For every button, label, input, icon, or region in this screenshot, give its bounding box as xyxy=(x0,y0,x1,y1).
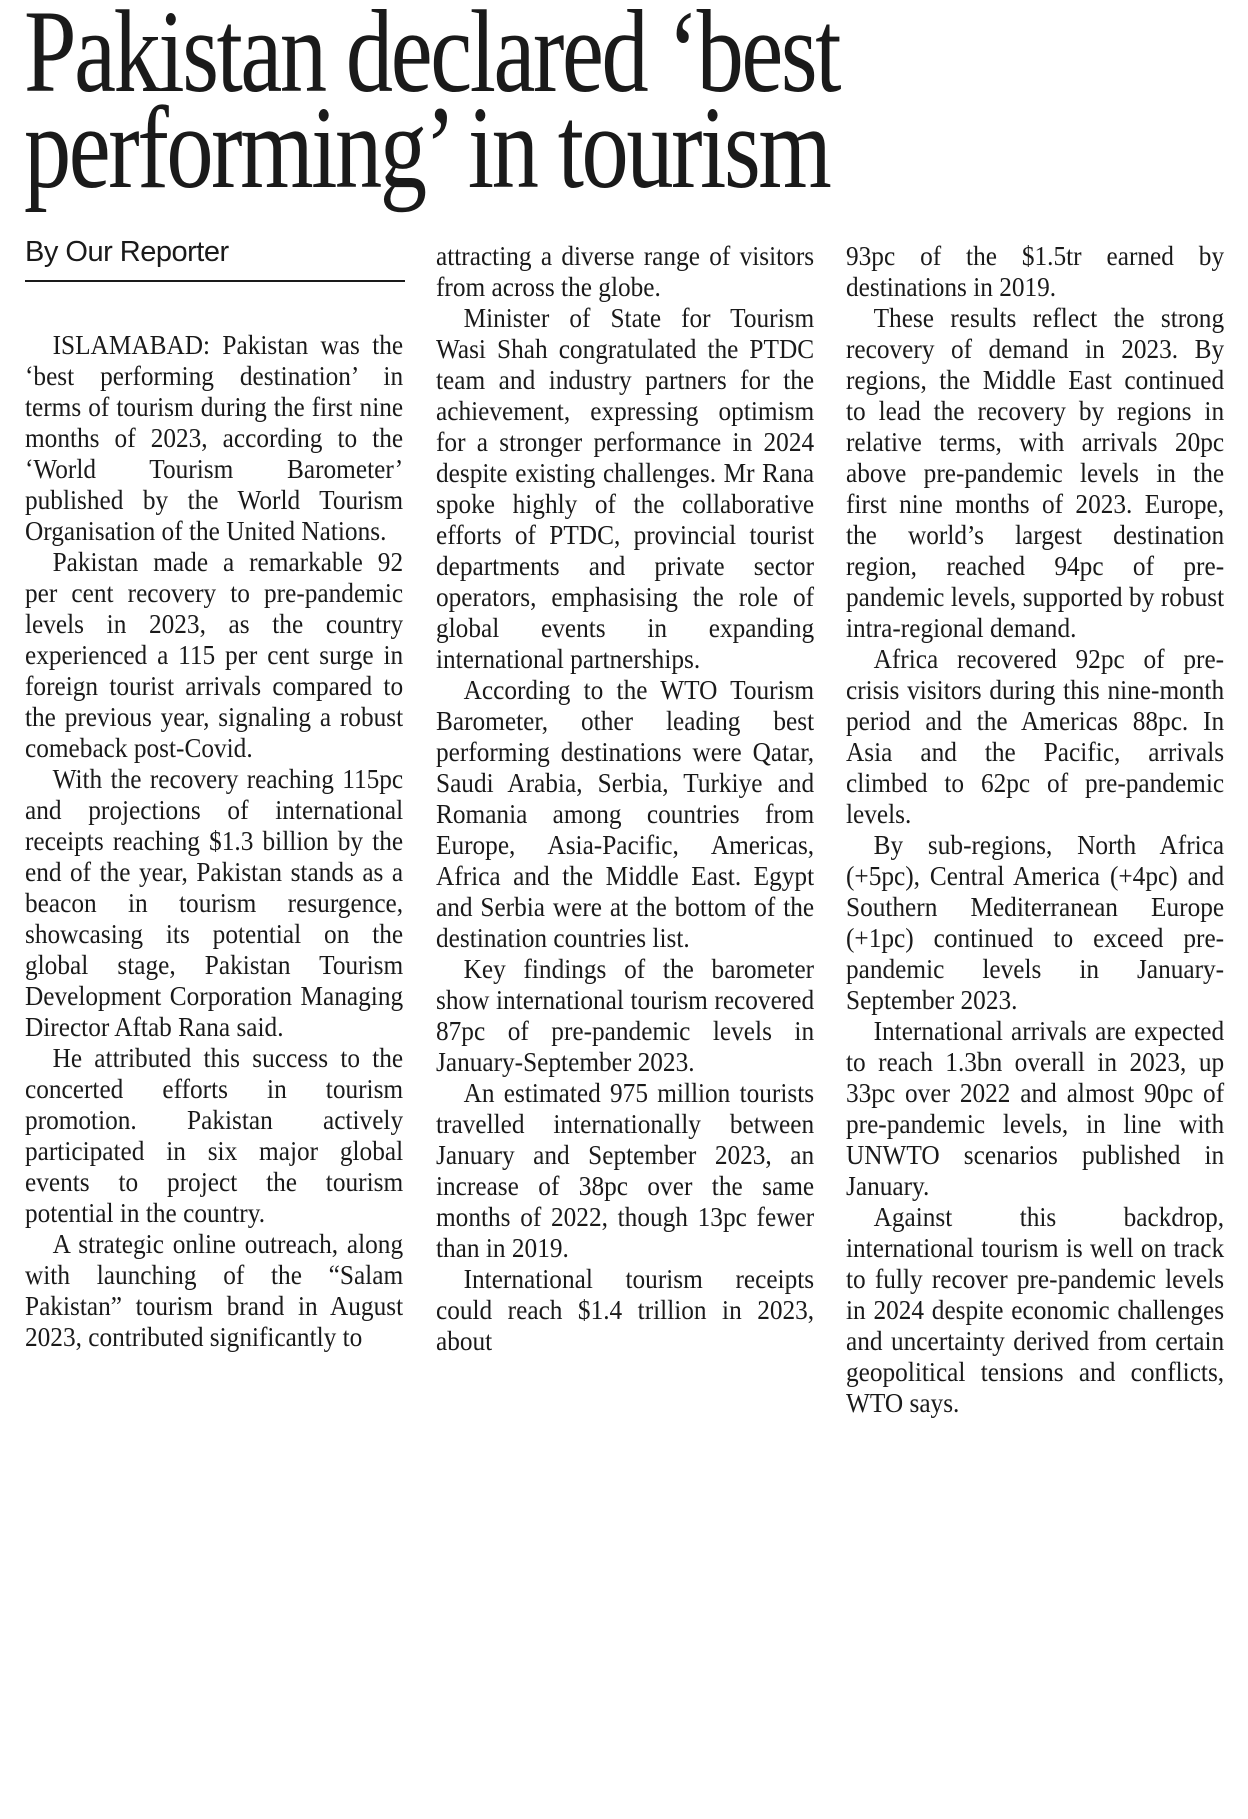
byline-divider xyxy=(25,280,405,282)
paragraph: An estimated 975 million tourists travelled internationally between January and September 2023, an increase of 38pc over the same months of 2022, though 13pc fewer than in 2019. xyxy=(436,1077,815,1263)
article-column-1 xyxy=(25,329,403,1352)
headline-line-2: performing’ in tourism xyxy=(24,82,830,213)
paragraph: According to the WTO Tourism Barometer, other leading best performing destinations were Qatar, Saudi Arabia, Serbia, Turkiye and Romania among countries from Europe, Asia-Pacific, Americas, Africa and the Middle East. Egypt and Serbia were at the bottom of the destination countries list. xyxy=(436,674,815,953)
paragraph: These results reflect the strong recovery of demand in 2023. By regions, the Middle East continued to lead the recovery by regions in relative terms, with arrivals 20pc above pre-pandemic levels in the first nine months of 2023. Europe, the world’s largest destination region, reached 94pc of pre-pandemic levels, supported by robust intra-regional demand. xyxy=(846,302,1225,643)
paragraph-continued: 93pc of the $1.5tr earned by destinations in 2019. xyxy=(846,240,1225,302)
paragraph: International tourism receipts could reach $1.4 trillion in 2023, about xyxy=(436,1263,815,1356)
article-column-3 xyxy=(846,240,1224,1418)
article-column-2 xyxy=(436,240,814,1356)
headline xyxy=(24,0,1000,213)
headline-line-1: Pakistan declared ‘best xyxy=(24,0,840,117)
paragraph-continued: attracting a diverse range of visitors from across the globe. xyxy=(436,240,815,302)
paragraph: By sub-regions, North Africa (+5pc), Central America (+4pc) and Southern Mediterranean Europe (+1pc) continued to exceed pre-pandemic levels in January-September 2023. xyxy=(846,829,1225,1015)
paragraph: Pakistan made a remarkable 92 per cent recovery to pre-pandemic levels in 2023, as the country experienced a 115 per cent surge in foreign tourist arrivals compared to the previous year, signaling a robust comeback post-Covid. xyxy=(25,546,404,763)
paragraph: Against this backdrop, international tourism is well on track to fully recover pre-pandemic levels in 2024 despite economic challenges and uncertainty derived from certain geopolitical tensions and conflicts, WTO says. xyxy=(846,1201,1225,1418)
byline: By Our Reporter xyxy=(25,236,229,268)
paragraph: He attributed this success to the concerted efforts in tourism promotion. Pakistan actively participated in six major global events to project the tourism potential in the country. xyxy=(25,1042,404,1228)
paragraph: A strategic online outreach, along with launching of the “Salam Pakistan” tourism brand in August 2023, contributed significantly to xyxy=(25,1228,404,1352)
paragraph: Africa recovered 92pc of pre-crisis visitors during this nine-month period and the Americas 88pc. In Asia and the Pacific, arrivals climbed to 62pc of pre-pandemic levels. xyxy=(846,643,1225,829)
paragraph: ISLAMABAD: Pakistan was the ‘best performing destination’ in terms of tourism during the first nine months of 2023, according to the ‘World Tourism Barometer’ published by the World Tourism Organisation of the United Nations. xyxy=(25,329,404,546)
paragraph: Minister of State for Tourism Wasi Shah congratulated the PTDC team and industry partners for the achievement, expressing optimism for a stronger performance in 2024 despite existing challenges. Mr Rana spoke highly of the collaborative efforts of PTDC, provincial tourist departments and private sector operators, emphasising the role of global events in expanding international partnerships. xyxy=(436,302,815,674)
paragraph: International arrivals are expected to reach 1.3bn overall in 2023, up 33pc over 2022 and almost 90pc of pre-pandemic levels, in line with UNWTO scenarios published in January. xyxy=(846,1015,1225,1201)
paragraph: With the recovery reaching 115pc and projections of international receipts reaching $1.3 billion by the end of the year, Pakistan stands as a beacon in tourism resurgence, showcasing its potential on the global stage, Pakistan Tourism Development Corporation Managing Director Aftab Rana said. xyxy=(25,763,404,1042)
paragraph: Key findings of the barometer show international tourism recovered 87pc of pre-pandemic levels in January-September 2023. xyxy=(436,953,815,1077)
